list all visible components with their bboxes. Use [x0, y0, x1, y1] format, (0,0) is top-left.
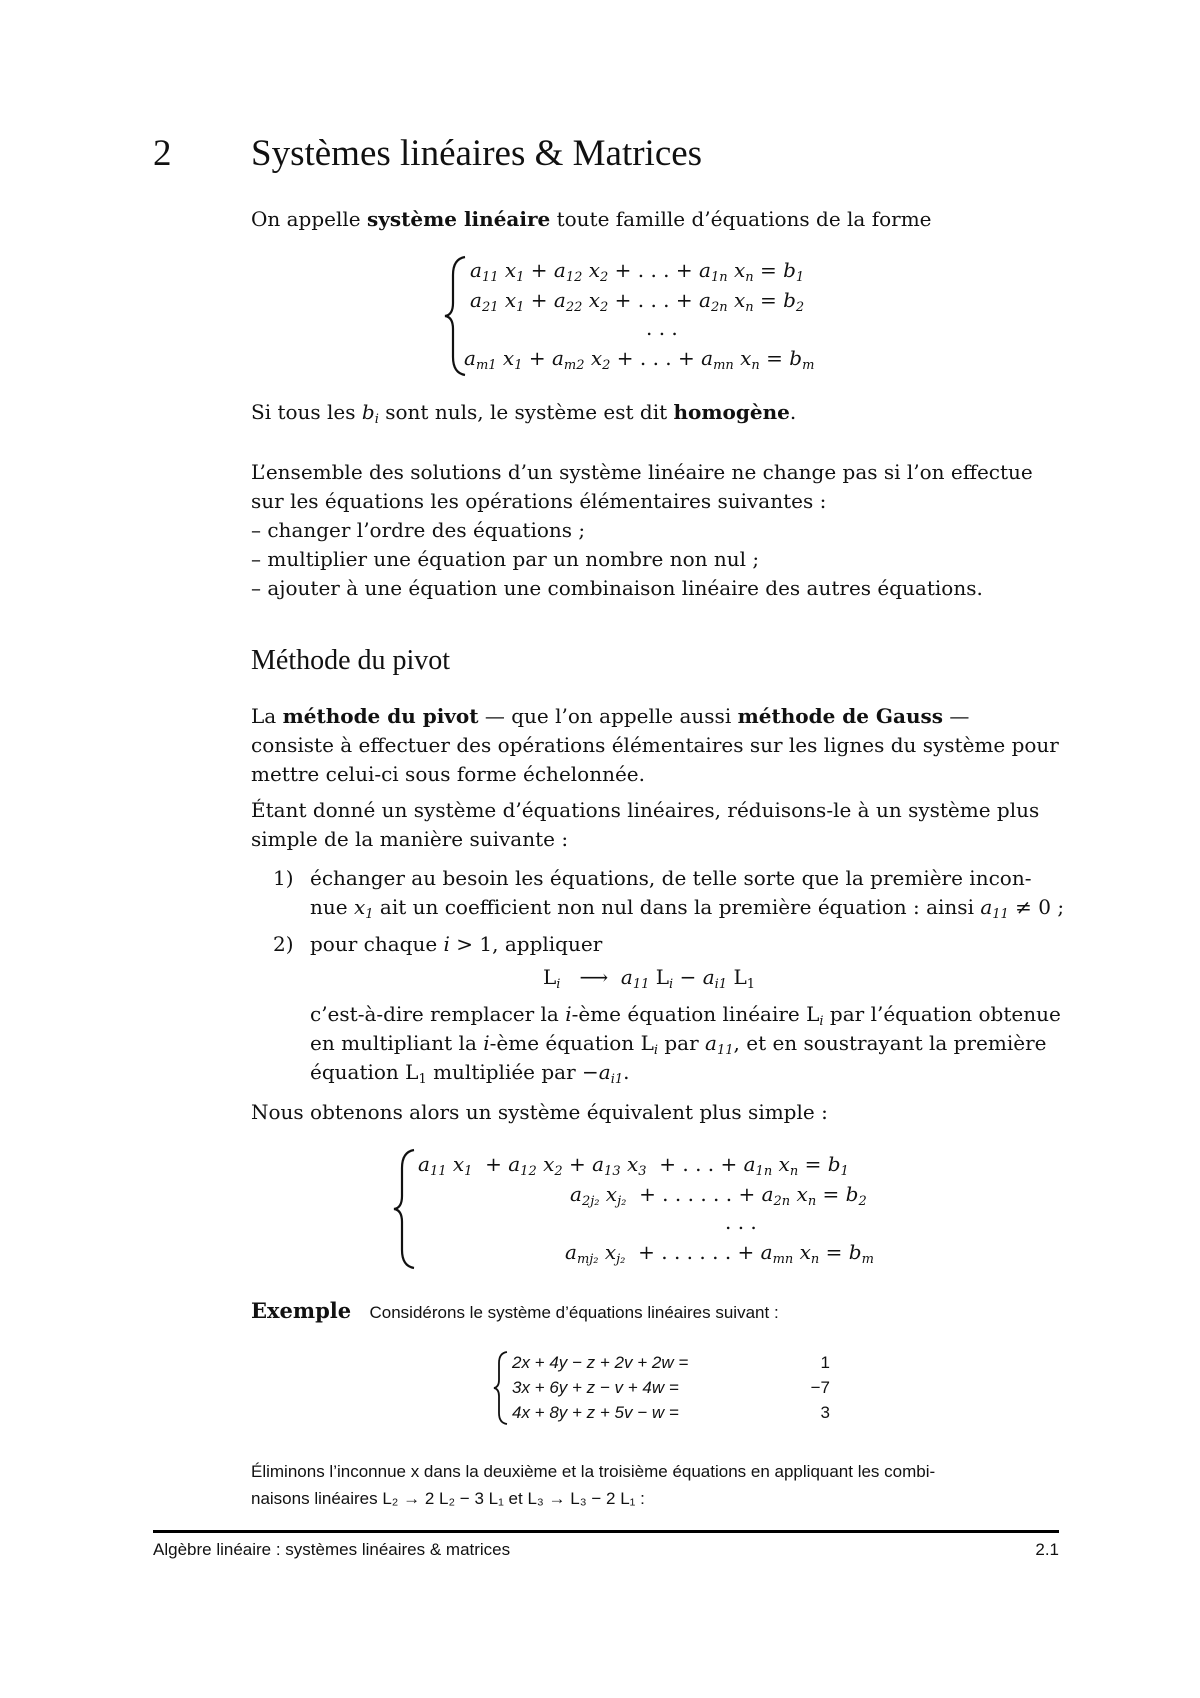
pivot-paragraph	[251, 702, 1059, 789]
section-title: Systèmes linéaires & Matrices	[251, 133, 703, 174]
intro-paragraph	[251, 205, 1059, 234]
expl-3c: .	[623, 1060, 630, 1084]
homog-text: Si tous les	[251, 400, 362, 424]
expl-2d: , et en soustrayant la première	[733, 1031, 1047, 1055]
left-brace-icon	[492, 1350, 510, 1426]
list-item: – changer l’ordre des équations ;	[251, 518, 586, 542]
step-1-line-1: échanger au besoin les équations, de telle sorte que la première incon-	[310, 866, 1032, 890]
var-x1: $x_1$	[353, 895, 374, 922]
pivot-line-3: mettre celui-ci sous forme échelonnée.	[251, 762, 646, 786]
echelon-dots: . . .	[725, 1210, 757, 1234]
expl-3a: équation	[310, 1060, 406, 1084]
step-2-text-b: > 1, appliquer	[449, 932, 603, 956]
homog-text-mid: sont nuls, le système est dit	[378, 400, 674, 424]
step-1-label: 1)	[273, 866, 294, 890]
example-heading	[251, 1298, 779, 1323]
var-i: i	[443, 932, 450, 956]
step-1-text-c: ≠ 0 ;	[1008, 895, 1065, 919]
operations-paragraph	[251, 458, 1059, 603]
expl-2c: par	[658, 1031, 706, 1055]
expl-2b: -ème équation	[489, 1031, 641, 1055]
example-text: Considérons le système d’équations linéaires suivant :	[369, 1303, 779, 1322]
left-brace-icon	[392, 1148, 418, 1270]
subsection-title: Méthode du pivot	[251, 645, 451, 676]
step-2-explanation: c’est-à-dire remplacer la i-ème équation linéaire $L_i$ par l’équation obtenue en multipliant la i-ème équation $L_i$ par $a_{11}$, et en soustrayant la première équation $L_1$ multipliée par $-a_{i1}$.	[310, 1002, 1061, 1087]
step-1-text-b: ait un coefficient non nul dans la première équation : ainsi	[373, 895, 981, 919]
example-row-2-rhs: −7	[810, 1378, 830, 1397]
var-b-letter: b	[361, 400, 375, 424]
var-a11: $a_{11}$	[980, 895, 1009, 922]
row-operation-formula: $L_i$ ⟶ $a_{11}$ $L_i - a_{i1}$ $L_1$	[543, 965, 755, 992]
result-line	[251, 1098, 1059, 1127]
example-row	[512, 1378, 830, 1398]
pivot-line-2: consiste à effectuer des opérations élémentaires sur les lignes du système pour	[251, 733, 1059, 757]
expl-1b: -ème équation linéaire	[571, 1002, 807, 1026]
example-row-2-lhs: 3x + 6y + z − v + 4w =	[512, 1378, 679, 1397]
pivot-line-5: simple de la manière suivante :	[251, 827, 569, 851]
term-homogene: homogène	[673, 400, 790, 424]
var-b-sub: i	[374, 411, 379, 427]
ops-line-2: sur les équations les opérations élémentaires suivantes :	[251, 489, 827, 513]
general-system-dots: . . .	[646, 316, 678, 340]
pivot-paragraph-2	[251, 796, 1059, 854]
var-b	[361, 400, 379, 427]
expl-1a: c’est-à-dire remplacer la	[310, 1002, 566, 1026]
example-row-3-lhs: 4x + 8y + z + 5v − w =	[512, 1403, 679, 1422]
elimination-line-2: naisons linéaires L₂ → 2 L₂ − 3 L₁ et L₃ → L₃ − 2 L₁ :	[251, 1489, 645, 1508]
expl-3b: multipliée par	[426, 1060, 583, 1084]
ops-line-1: L’ensemble des solutions d’un système linéaire ne change pas si l’on effectue	[251, 460, 1033, 484]
expl-1c: par l’équation obtenue	[823, 1002, 1061, 1026]
step-2-label: 2)	[273, 932, 294, 956]
term-systeme-lineaire: système linéaire	[367, 207, 551, 231]
expl-2a: en multipliant la	[310, 1031, 484, 1055]
result-text: Nous obtenons alors un système équivalent plus simple :	[251, 1100, 828, 1124]
step-1-text-a: nue	[310, 895, 354, 919]
list-item: – multiplier une équation par un nombre non nul ;	[251, 547, 760, 571]
document-page: 2 Systèmes linéaires & Matrices On appelle système linéaire toute famille d’équations de la forme $a_{11}$ $x_1 + a_{12}$ $x_2$ + . . . + $a_{1n}$ $x_n = b_1$ $a_{21}$ $x_1 + a_{22}$ $x_2$ + . . . + $a_{2n}$ $x_n = b_2$ . . . $a_{m1}$ $x_1 + a_{m2}$ $x_2$ + . . . + $a_{mn}$ $x_n = b_m$ Si tous les $b_i$ sont nuls, le système est dit homogène. L’ensemble des solutions d’un système linéaire ne change pas si l’on effectue sur les équations les opérations élémentaires suivantes : – changer l’ordre des équations ; – multiplier une équation par un nombre non nul ; – ajouter à une équation une combinaison linéaire des autres équations. Méthode du pivot La méthode du pivot — que l’on appelle aussi méthode de Gauss — consiste à effectuer des opérations élémentaires sur les lignes du système pour mettre celui-ci sous forme échelonnée. Étant donné un système d’équations linéaires, réduisons-le à un système plus simple de la manière suivante : 1) échanger au besoin les équations, de telle sorte que la première incon- nue $x_1$ ait un coefficient non nul dans la première équation : ainsi $a_{11} \ne 0$ ; 2) pour chaque i > 1, appliquer $L_i$ ⟶ $a_{11}$ $L_i - a_{i1}$ $L_1$ c’est-à-dire remplacer la i-ème équation linéaire $L_i$ par l’équation obtenue en multipliant la i-ème équation $L_i$ par $a_{11}$, et en soustrayant la première équation $L_1$ multipliée par $-a_{i1}$. Nous obtenons alors un système équivalent plus simple : $a_{11}$ $x_1 + a_{12}$ $x_2 + a_{13}$ $x_3$ + . . . + $a_{1n}$ $x_n = b_1$ $a_{2j_2}$ $x_{j_2}$ + . . . . . . + $a_{2n}$ $x_n = b_2$ . . . $a_{mj_2}$ $x_{j_2}$ + . . . . . . + $a_{mn}$ $x_n = b_m$ Exemple Considérons le système d’équations linéaires suivant : 2x + 4y − z + 2v + 2w = 1 3x + 6y + z − v + 4w = −7 4x + 8y + z + 5v − w = 3 Éliminons l’inconnue x dans la deuxième et la troisième équations en appliquant les combi- naisons linéaires L₂ → 2 L₂ − 3 L₁ et L₃ → L₃ − 2 L₁ : Algèbre linéaire : systèmes linéaires & matrices 2.1	[0, 0, 1200, 1698]
elimination-paragraph	[251, 1458, 935, 1512]
term-methode-gauss: méthode de Gauss	[737, 704, 944, 728]
intro-text-end: toute famille d’équations de la forme	[550, 207, 932, 231]
list-item: – ajouter à une équation une combinaison linéaire des autres équations.	[251, 576, 983, 600]
example-row-3-rhs: 3	[820, 1403, 830, 1422]
example-row-1-rhs: 1	[820, 1353, 830, 1372]
section-number: 2	[153, 133, 172, 174]
example-row-1-lhs: 2x + 4y − z + 2v + 2w =	[512, 1353, 689, 1372]
example-row	[512, 1403, 830, 1423]
homog-text-end: .	[789, 400, 797, 424]
term-methode-pivot: méthode du pivot	[282, 704, 479, 728]
pivot-text-a: La	[251, 704, 283, 728]
pivot-line-4: Étant donné un système d’équations linéaires, réduisons-le à un système plus	[251, 798, 1040, 822]
pivot-text-b: — que l’on appelle aussi	[478, 704, 738, 728]
footer-title: Algèbre linéaire : systèmes linéaires & matrices	[153, 1540, 511, 1559]
page-number: 2.1	[1035, 1540, 1059, 1559]
homogeneous-paragraph	[251, 398, 1059, 427]
example-row	[512, 1353, 830, 1373]
pivot-text-c: —	[943, 704, 970, 728]
intro-text: On appelle	[251, 207, 367, 231]
example-label: Exemple	[251, 1298, 352, 1323]
step-2-text-a: pour chaque	[310, 932, 444, 956]
elimination-line-1: Éliminons l’inconnue x dans la deuxième et la troisième équations en appliquant les combi-	[251, 1462, 936, 1481]
footer-rule	[153, 1530, 1059, 1533]
